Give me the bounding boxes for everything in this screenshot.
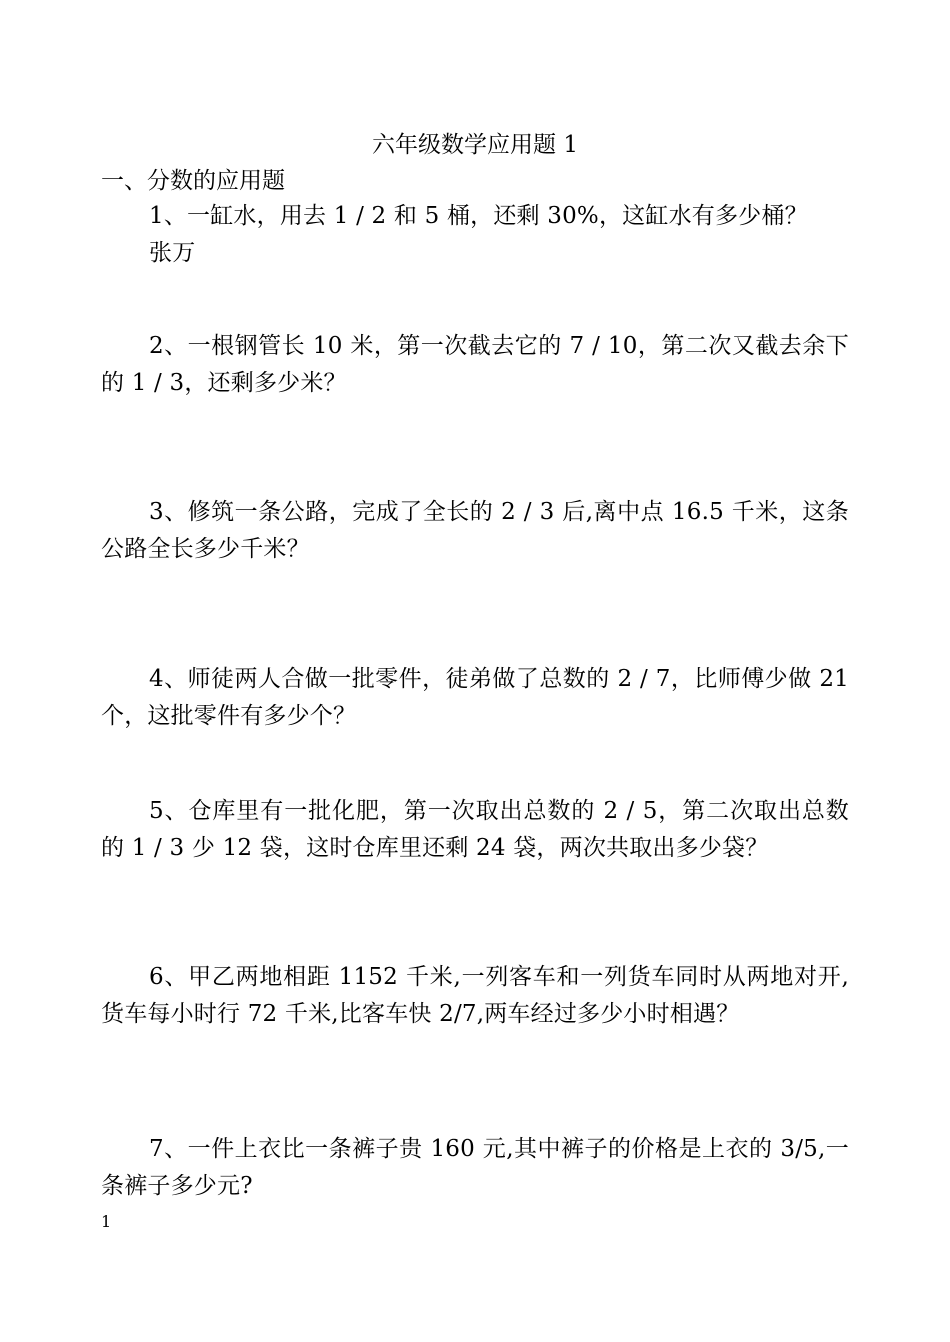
page-number: 1: [101, 1212, 112, 1231]
section-heading: 一、分数的应用题: [101, 168, 285, 194]
page-title: 六年级数学应用题 1: [372, 132, 578, 158]
question-2: 2、一根钢管长 10 米，第一次截去它的 7 / 10，第二次又截去余下的 1 / 3，还剩多少米？: [101, 333, 849, 396]
handwritten-name: 张万: [149, 240, 196, 266]
question-1-text: 1、一缸水，用去 1 / 2 和 5 桶，还剩 30%，这缸水有多少桶？: [149, 203, 808, 229]
question-6: 6、甲乙两地相距 1152 千米,一列客车和一列货车同时从两地对开,货车每小时行 72 千米,比客车快 2/7,两车经过多少小时相遇？: [101, 964, 849, 1027]
question-1: [101, 198, 849, 272]
question-5: 5、仓库里有一批化肥，第一次取出总数的 2 / 5，第二次取出总数的 1 / 3 少 12 袋，这时仓库里还剩 24 袋，两次共取出多少袋？: [101, 798, 849, 861]
question-3: 3、修筑一条公路，完成了全长的 2 / 3 后,离中点 16.5 千米，这条公路全长多少千米？: [101, 499, 849, 562]
question-7: 7、一件上衣比一条裤子贵 160 元,其中裤子的价格是上衣的 3/5,一条裤子多少元?: [101, 1136, 849, 1199]
question-4: 4、师徒两人合做一批零件，徒弟做了总数的 2 / 7，比师傅少做 21 个，这批零件有多少个？: [101, 666, 849, 729]
